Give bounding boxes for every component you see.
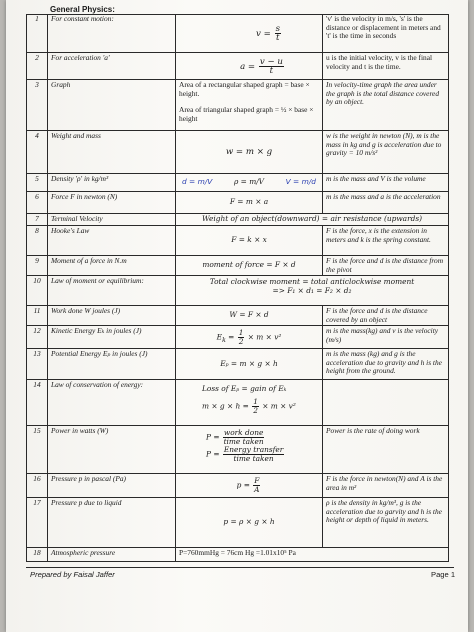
formula-line: Area of triangular shaped graph = ½ × base × height: [179, 105, 314, 123]
formula-cell: [176, 498, 323, 548]
row-number: 6: [26, 192, 48, 214]
formula-cell: $E_k$ = $\frac{1}{2}$ × m × v²: [176, 326, 323, 349]
quantity-name: Terminal Velocity: [48, 214, 176, 226]
row-number: 12: [26, 326, 48, 349]
formula-cell: [176, 214, 449, 226]
page-number: Page 1: [431, 570, 456, 579]
formula-line: Area of a rectangular shaped graph = base × height.: [179, 80, 310, 98]
formula-text: ρ = m/V: [233, 177, 265, 187]
formula-text: p = ρ × g × h: [223, 517, 275, 527]
notes-cell: [323, 380, 449, 426]
quantity-name: Work done W joules (J): [48, 306, 176, 326]
row-number: 13: [26, 349, 48, 380]
handwritten-note: V = m/d: [285, 177, 316, 187]
quantity-name: For constant motion:: [48, 14, 176, 53]
row-number: 3: [26, 80, 48, 131]
row-number: 4: [26, 131, 48, 174]
formula-table: [26, 14, 471, 548]
quantity-name: Pressure p due to liquid: [48, 498, 176, 548]
row-number: 10: [26, 276, 48, 306]
formula-line: => F₁ × d₁ = F₂ × d₂: [272, 285, 352, 295]
formula-cell: [176, 80, 323, 131]
formula-text: w = m × g: [225, 146, 273, 157]
notes-cell: F is the force in newton(N) and A is the area in m²: [323, 474, 449, 498]
row-number: 9: [26, 256, 48, 276]
row-number: 15: [26, 426, 48, 474]
notes-cell: Power is the rate of doing work: [323, 426, 449, 474]
notes-cell: ρ is the density in kg/m³, g is the acceleration due to garvity and h is the height or depth of liquid in meters.: [323, 498, 449, 548]
notes-cell: F is the force, x is the extension in meters and k is the spring constant.: [323, 226, 449, 256]
formula-cell: v = $\frac{s}{t}$: [176, 14, 323, 53]
notes-cell: m is the mass and V is the volume: [323, 174, 449, 192]
row-number: 16: [26, 474, 48, 498]
quantity-name: Force F in newton (N): [48, 192, 176, 214]
quantity-name: Hooke's Law: [48, 226, 176, 256]
formula-line: Total clockwise moment = total anticlockwise moment: [209, 277, 415, 286]
quantity-name: Graph: [48, 80, 176, 131]
quantity-name: Law of conservation of energy:: [48, 380, 176, 426]
row-number: 2: [26, 53, 48, 80]
formula-cell: [176, 349, 323, 380]
formula-cell: [176, 306, 323, 326]
formula-text: F = k × x: [231, 235, 267, 245]
formula-cell: [176, 548, 449, 562]
notes-cell: m is the mass (kg) and g is the acceleration due to gravity and h is the height from the ground.: [323, 349, 449, 380]
formula-cell: P = $\frac{\text{work done}}{\text{time taken}}$ P = $\frac{\text{Energy transfer}}{\text{time taken}}$: [176, 426, 323, 474]
handwritten-note: d = m/V: [182, 177, 213, 187]
formula-cell: [176, 276, 449, 306]
formula-text: Weight of an object(downward) = air resistance (upwards): [201, 214, 423, 224]
quantity-name: Power in watts (W): [48, 426, 176, 474]
footer-author: Prepared by Faisal Jaffer: [30, 570, 115, 579]
formula-cell: a = $\frac{v - u}{t}$: [176, 53, 323, 80]
row-number: 7: [26, 214, 48, 226]
quantity-name: Potential Energy Eₚ in joules (J): [48, 349, 176, 380]
formula-line: Loss of Eₚ = gain of Eₖ: [202, 384, 287, 393]
formula-cell: p = $\frac{F}{A}$: [176, 474, 323, 498]
formula-cell: Loss of Eₚ = gain of Eₖ m × g × h = $\frac{1}{2}$ × m × v²: [176, 380, 323, 426]
notes-cell: m is the mass and a is the acceleration: [323, 192, 449, 214]
formula-text: Eₚ = m × g × h: [220, 358, 278, 368]
quantity-name: Weight and mass: [48, 131, 176, 174]
formula-cell: [176, 131, 323, 174]
notes-cell: 'v' is the velocity in m/s, 's' is the distance or displacement in meters and 't' is the time in seconds: [323, 14, 449, 53]
quantity-name: Law of moment or equilibrium:: [48, 276, 176, 306]
formula-cell: [176, 256, 323, 276]
row-number: 17: [26, 498, 48, 548]
notes-cell: m is the mass(kg) and v is the velocity (m/s): [323, 326, 449, 349]
row-number: 11: [26, 306, 48, 326]
formula-cell: [176, 226, 323, 256]
quantity-name: For acceleration 'a': [48, 53, 176, 80]
formula-cell: [176, 192, 323, 214]
notes-cell: w is the weight in newton (N), m is the mass in kg and g is acceleration due to gravity = 10 m/s²: [323, 131, 449, 174]
formula-text: moment of force = F × d: [202, 260, 296, 270]
formula-text: P=760mmHg = 76cm Hg =1.01x10⁵ Pa: [179, 548, 296, 557]
page-title: General Physics:: [50, 5, 115, 14]
formula-cell: [176, 174, 323, 192]
notes-cell: In velocity-time graph the area under the graph is the total distance covered by an object.: [323, 80, 449, 131]
quantity-name: Density 'ρ' in kg/m³: [48, 174, 176, 192]
row-number: 1: [26, 14, 48, 53]
document-page: [6, 0, 468, 632]
row-number: 14: [26, 380, 48, 426]
quantity-name: Moment of a force in N.m: [48, 256, 176, 276]
notes-cell: u is the initial velocity, v is the final velocity and t is the time.: [323, 53, 449, 80]
row-number: 18: [26, 548, 48, 562]
formula-text: W = F × d: [229, 310, 269, 320]
quantity-name: Atmospheric pressure: [48, 548, 176, 562]
footer-divider: [26, 567, 454, 568]
quantity-name: Pressure p in pascal (Pa): [48, 474, 176, 498]
last-row: [26, 548, 471, 562]
row-number: 8: [26, 226, 48, 256]
row-number: 5: [26, 174, 48, 192]
formula-text: F = m × a: [229, 197, 269, 207]
notes-cell: F is the force and d is the distance covered by an object: [323, 306, 449, 326]
notes-cell: F is the force and d is the distance from the pivot: [323, 256, 449, 276]
quantity-name: Kinetic Energy Eₖ in joules (J): [48, 326, 176, 349]
